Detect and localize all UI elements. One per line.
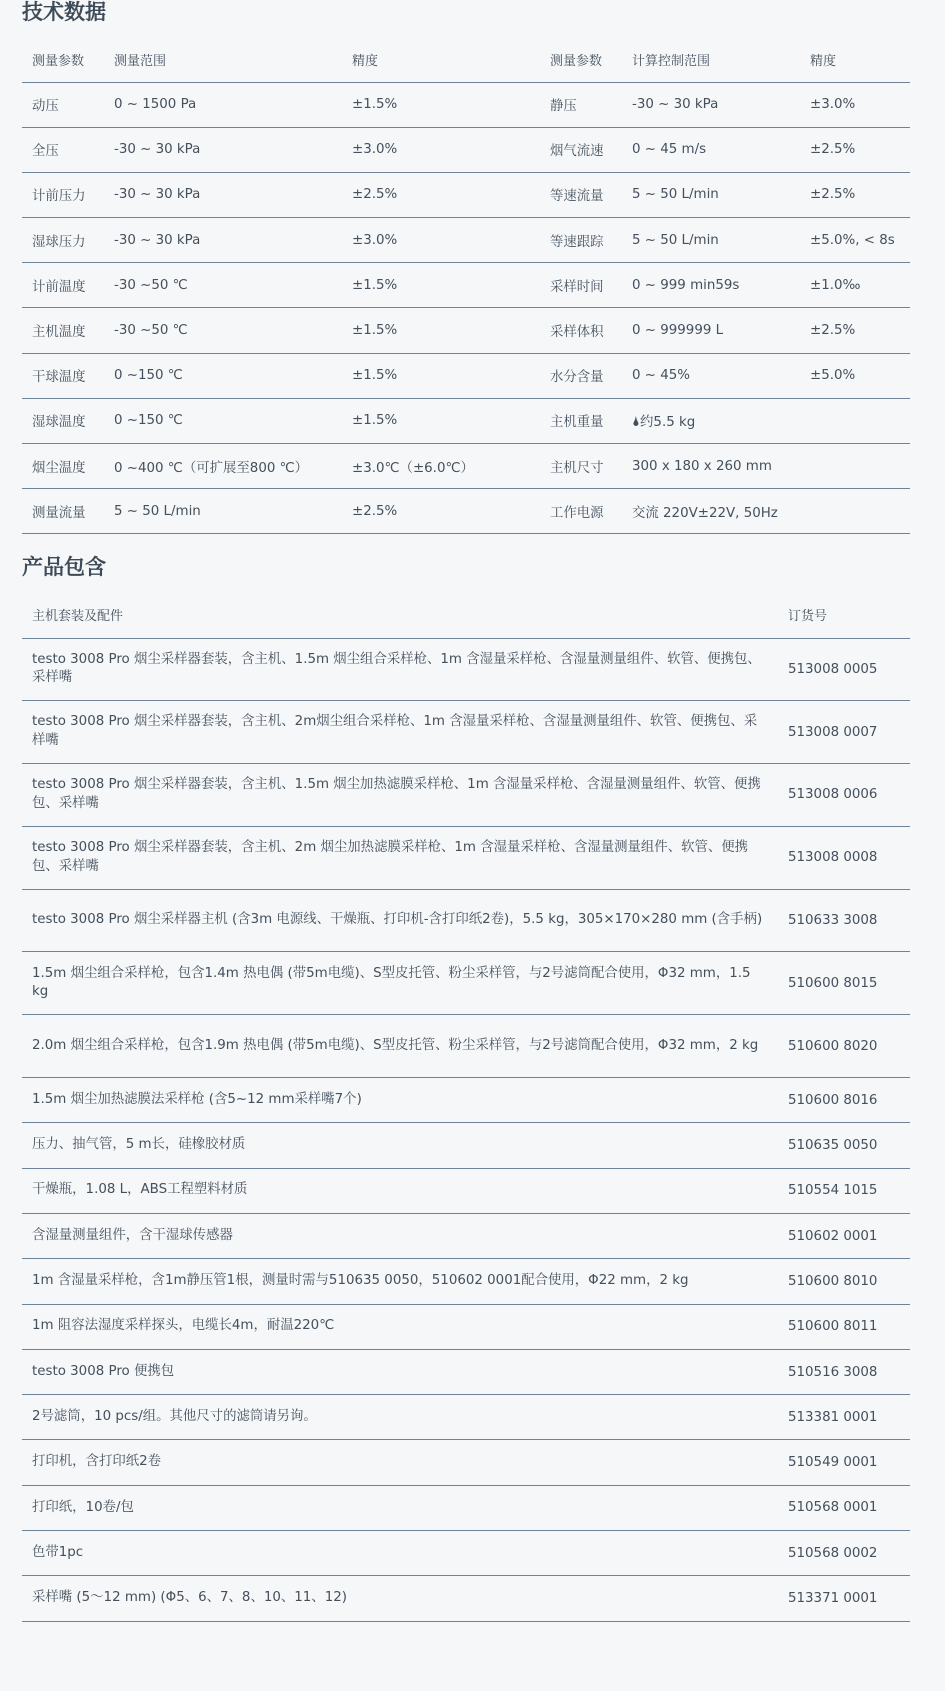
spec-cell: ±1.5% bbox=[352, 368, 398, 384]
spec-cell: 烟尘温度 bbox=[32, 460, 86, 476]
spec-row bbox=[22, 82, 910, 127]
spec-row bbox=[22, 398, 910, 443]
spec-cell: 0 ~150 ℃ bbox=[114, 368, 183, 384]
package-row bbox=[22, 1213, 910, 1258]
spec-cell: ±3.0% bbox=[352, 142, 398, 158]
package-row bbox=[22, 1531, 910, 1576]
spec-cell: ±2.5% bbox=[810, 323, 856, 339]
spec-cell: 0 ~ 1500 Pa bbox=[114, 97, 197, 113]
spec-cell: 300 x 180 x 260 mm bbox=[632, 458, 772, 474]
spec-cell bbox=[800, 398, 910, 443]
spec-table bbox=[22, 38, 910, 534]
spec-cell: ±3.0% bbox=[810, 97, 856, 113]
package-order-number: 510568 0002 bbox=[788, 1545, 878, 1561]
package-order-number: 513008 0007 bbox=[788, 724, 878, 740]
package-row bbox=[22, 1349, 910, 1394]
package-item-description: 2号滤筒，10 pcs/组。其他尺寸的滤筒请另询。 bbox=[32, 1408, 317, 1424]
package-order-number: 510554 1015 bbox=[788, 1183, 878, 1199]
spec-header-cell: 测量参数 bbox=[32, 54, 85, 70]
package-row bbox=[22, 1259, 910, 1304]
package-header-cell: 订货号 bbox=[788, 609, 828, 625]
spec-cell: 水分含量 bbox=[550, 370, 604, 386]
spec-cell: ±2.5% bbox=[810, 187, 856, 203]
spec-cell: 5 ~ 50 L/min bbox=[632, 232, 719, 248]
spec-cell: 工作电源 bbox=[550, 505, 604, 521]
package-order-number: 510600 8010 bbox=[788, 1273, 878, 1289]
spec-cell: 主机尺寸 bbox=[550, 460, 604, 476]
package-item-description: testo 3008 Pro 便携包 bbox=[32, 1363, 175, 1379]
spec-cell: 湿球压力 bbox=[32, 234, 86, 250]
package-order-number: 510600 8016 bbox=[788, 1092, 878, 1108]
spec-row bbox=[22, 172, 910, 217]
package-item-description: testo 3008 Pro 烟尘采样器套装，含主机、1.5m 烟尘加热滤膜采样枪、1m 含湿量采样枪、含湿量测量组件、软管、便携包、采样嘴 bbox=[32, 777, 761, 811]
spec-cell: 交流 220V±22V, 50Hz bbox=[632, 505, 778, 521]
spec-cell: ±1.5% bbox=[352, 97, 398, 113]
spec-cell: 静压 bbox=[550, 99, 577, 115]
package-item-description: 干燥瓶，1.08 L，ABS工程塑料材质 bbox=[32, 1182, 248, 1198]
spec-cell: 湿球温度 bbox=[32, 415, 86, 431]
package-table bbox=[22, 592, 910, 1622]
spec-cell bbox=[800, 444, 910, 489]
package-order-number: 510600 8020 bbox=[788, 1038, 878, 1054]
package-item-description: testo 3008 Pro 烟尘采样器套装，含主机、2m 烟尘加热滤膜采样枪、1m 含湿量采样枪、含湿量测量组件、软管、便携包、采样嘴 bbox=[32, 840, 749, 874]
spec-cell: 采样时间 bbox=[550, 279, 604, 295]
spec-cell: -30 ~ 30 kPa bbox=[114, 232, 201, 248]
spec-cell: 采样体积 bbox=[550, 325, 604, 341]
package-item-description: 采样嘴 (5～12 mm) (Φ5、6、7、8、10、11、12) bbox=[32, 1590, 347, 1606]
package-row bbox=[22, 826, 910, 889]
spec-cell: -30 ~50 ℃ bbox=[114, 323, 188, 339]
package-row bbox=[22, 1576, 910, 1621]
spec-row bbox=[22, 444, 910, 489]
package-item-description: testo 3008 Pro 烟尘采样器套装，含主机、1.5m 烟尘组合采样枪、1m 含湿量采样枪、含湿量测量组件、软管、便携包、采样嘴 bbox=[32, 651, 761, 686]
spec-cell: 计前温度 bbox=[32, 279, 86, 295]
spec-cell: 等速跟踪 bbox=[550, 234, 604, 250]
spec-row bbox=[22, 127, 910, 172]
spec-cell: -30 ~ 30 kPa bbox=[114, 142, 201, 158]
package-item-description: 打印机，含打印纸2卷 bbox=[32, 1454, 162, 1470]
spec-cell: 0 ~ 999 min59s bbox=[632, 277, 740, 293]
package-item-description: 打印纸，10卷/包 bbox=[32, 1499, 134, 1515]
package-item-description: testo 3008 Pro 烟尘采样器主机 (含3m 电源线、干燥瓶、打印机-含打印纸2卷)，5.5 kg，305×170×280 mm (含手柄) bbox=[32, 912, 763, 928]
package-row bbox=[22, 1168, 910, 1213]
spec-cell: -30 ~ 30 kPa bbox=[114, 187, 201, 203]
spec-cell: 测量流量 bbox=[32, 505, 86, 521]
package-order-number: 513008 0008 bbox=[788, 850, 878, 866]
package-order-number: 510602 0001 bbox=[788, 1228, 878, 1244]
package-order-number: 510633 3008 bbox=[788, 913, 878, 929]
spec-cell: 等速流量 bbox=[550, 189, 604, 205]
spec-cell: 主机重量 bbox=[550, 415, 604, 431]
spec-cell: 0 ~ 45% bbox=[632, 368, 691, 384]
spec-cell: 5 ~ 50 L/min bbox=[632, 187, 719, 203]
spec-header-row bbox=[22, 38, 910, 82]
package-row bbox=[22, 1123, 910, 1168]
package-row bbox=[22, 1440, 910, 1485]
package-row bbox=[22, 952, 910, 1015]
spec-cell: ±5.0% bbox=[810, 368, 856, 384]
package-row bbox=[22, 764, 910, 827]
spec-cell: ±1.0‰ bbox=[810, 277, 861, 293]
spec-header-cell: 计算控制范围 bbox=[632, 54, 711, 70]
spec-header-cell: 精度 bbox=[352, 54, 379, 70]
spec-header-cell: 精度 bbox=[810, 54, 837, 70]
package-item-description: testo 3008 Pro 烟尘采样器套装，含主机、2m烟尘组合采样枪、1m 含湿量采样枪、含湿量测量组件、软管、便携包、采样嘴 bbox=[32, 714, 758, 749]
package-order-number: 513371 0001 bbox=[788, 1590, 878, 1606]
spec-cell: 主机温度 bbox=[32, 325, 86, 341]
spec-row bbox=[22, 263, 910, 308]
spec-cell: ±1.5% bbox=[352, 277, 398, 293]
spec-cell: 5 ~ 50 L/min bbox=[114, 503, 201, 519]
package-item-description: 压力、抽气管，5 m长，硅橡胶材质 bbox=[32, 1137, 246, 1153]
package-item-description: 1m 含湿量采样枪，含1m静压管1根，测量时需与510635 0050，510602 0001配合使用，Φ22 mm，2 kg bbox=[32, 1273, 689, 1289]
spec-row bbox=[22, 218, 910, 263]
package-item-description: 1.5m 烟尘组合采样枪，包含1.4m 热电偶 (带5m电缆)、S型皮托管、粉尘采样管，与2号滤筒配合使用，Φ32 mm，1.5 kg bbox=[32, 965, 751, 1000]
package-order-number: 510635 0050 bbox=[788, 1138, 878, 1154]
package-row bbox=[22, 1304, 910, 1349]
package-order-number: 510568 0001 bbox=[788, 1500, 878, 1516]
spec-cell: ±2.5% bbox=[810, 142, 856, 158]
spec-cell: ±5.0%, < 8s bbox=[810, 232, 895, 248]
package-item-description: 1.5m 烟尘加热滤膜法采样枪 (含5~12 mm采样嘴7个) bbox=[32, 1091, 362, 1107]
spec-cell: 烟气流速 bbox=[550, 144, 604, 160]
spec-cell: ±3.0℃（±6.0℃） bbox=[352, 460, 474, 476]
package-row bbox=[22, 1395, 910, 1440]
package-order-number: 510600 8011 bbox=[788, 1319, 878, 1335]
package-row bbox=[22, 1078, 910, 1123]
spec-section-title: 技术数据 bbox=[22, 0, 106, 24]
spec-cell: ±1.5% bbox=[352, 323, 398, 339]
package-order-number: 510549 0001 bbox=[788, 1455, 878, 1471]
spec-cell: 全压 bbox=[32, 144, 59, 160]
package-row bbox=[22, 701, 910, 764]
spec-row bbox=[22, 308, 910, 353]
spec-cell: ±2.5% bbox=[352, 503, 398, 519]
spec-header-cell: 测量范围 bbox=[114, 54, 167, 70]
package-item-description: 含湿量测量组件，含干湿球传感器 bbox=[32, 1227, 233, 1243]
package-header-cell: 主机套装及配件 bbox=[32, 609, 124, 625]
spec-cell: 🌢约5.5 kg bbox=[632, 415, 696, 431]
spec-cell: -30 ~ 30 kPa bbox=[632, 97, 719, 113]
package-section-title: 产品包含 bbox=[22, 555, 106, 579]
spec-cell bbox=[800, 489, 910, 534]
spec-cell: 0 ~ 999999 L bbox=[632, 323, 724, 339]
package-item-description: 1m 阻容法湿度采样探头，电缆长4m，耐温220℃ bbox=[32, 1318, 335, 1334]
spec-row bbox=[22, 489, 910, 534]
spec-cell: 动压 bbox=[32, 99, 59, 115]
package-item-description: 2.0m 烟尘组合采样枪，包含1.9m 热电偶 (带5m电缆)、S型皮托管、粉尘采样管，与2号滤筒配合使用，Φ32 mm，2 kg bbox=[32, 1037, 759, 1053]
package-order-number: 513008 0006 bbox=[788, 787, 878, 803]
package-row bbox=[22, 1485, 910, 1530]
spec-cell: 计前压力 bbox=[32, 189, 86, 205]
package-header-row bbox=[22, 592, 910, 638]
package-order-number: 510516 3008 bbox=[788, 1364, 878, 1380]
package-item-description: 色带1pc bbox=[32, 1544, 84, 1560]
spec-cell: ±2.5% bbox=[352, 187, 398, 203]
spec-cell: -30 ~50 ℃ bbox=[114, 277, 188, 293]
spec-cell: ±1.5% bbox=[352, 413, 398, 429]
package-order-number: 513381 0001 bbox=[788, 1409, 878, 1425]
spec-cell: 0 ~400 ℃（可扩展至800 ℃） bbox=[114, 460, 309, 476]
package-row bbox=[22, 1015, 910, 1078]
spec-cell: ±3.0% bbox=[352, 232, 398, 248]
spec-row bbox=[22, 353, 910, 398]
spec-cell: 0 ~150 ℃ bbox=[114, 413, 183, 429]
spec-cell: 0 ~ 45 m/s bbox=[632, 142, 707, 158]
spec-cell: 干球温度 bbox=[32, 370, 86, 386]
package-order-number: 510600 8015 bbox=[788, 975, 878, 991]
package-row bbox=[22, 638, 910, 701]
spec-header-cell: 测量参数 bbox=[550, 54, 603, 70]
package-row bbox=[22, 889, 910, 952]
package-order-number: 513008 0005 bbox=[788, 661, 878, 677]
